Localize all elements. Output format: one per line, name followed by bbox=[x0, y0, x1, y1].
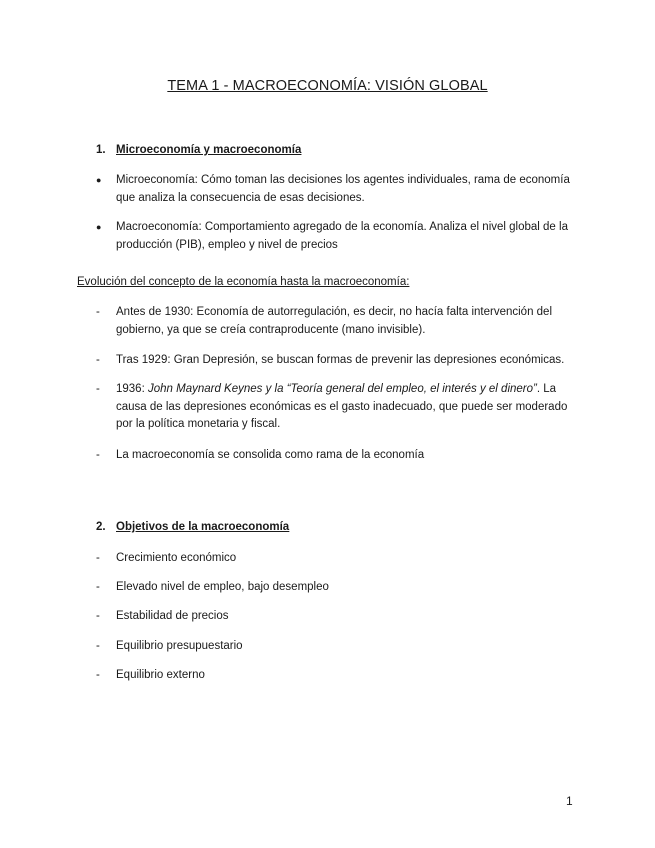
keynes-prefix: 1936: bbox=[116, 383, 148, 395]
evolution-heading: Evolución del concepto de la economía hasta la macroeconomía: bbox=[77, 276, 410, 288]
list-item bbox=[96, 550, 586, 568]
bullet-icon: ● bbox=[96, 175, 102, 185]
list-item bbox=[96, 172, 586, 207]
page-title: TEMA 1 - MACROECONOMÍA: VISIÓN GLOBAL bbox=[167, 78, 488, 94]
keynes-italic: John Maynard Keynes y la “Teoría general del empleo, el interés y el dinero” bbox=[147, 383, 537, 395]
bullet-text: Microeconomía: Cómo toman las decisiones los agentes individuales, rama de economía que analiza la consecuencia de esas decisiones. bbox=[116, 174, 570, 204]
bullet-icon: ● bbox=[96, 222, 102, 232]
dash-marker: - bbox=[96, 669, 100, 681]
dash-marker: - bbox=[96, 383, 100, 395]
item-text bbox=[116, 381, 586, 434]
item-text: Elevado nivel de empleo, bajo desempleo bbox=[116, 581, 329, 593]
dash-marker: - bbox=[96, 552, 100, 564]
list-item bbox=[96, 579, 586, 597]
item-text: Estabilidad de precios bbox=[116, 610, 229, 622]
list-item bbox=[96, 447, 586, 465]
list-item bbox=[96, 638, 586, 656]
section-2-number: 2. bbox=[96, 521, 106, 533]
section-1-title: Microeconomía y macroeconomía bbox=[116, 144, 302, 156]
section-1-heading bbox=[96, 144, 301, 156]
item-text: Crecimiento económico bbox=[116, 552, 237, 564]
list-item bbox=[96, 352, 586, 370]
dash-marker: - bbox=[96, 640, 100, 652]
dash-marker: - bbox=[96, 354, 100, 366]
item-text: Antes de 1930: Economía de autorregulación, es decir, no hacía falta intervención del gobierno, ya que se creía contraproducente (mano invisible). bbox=[116, 306, 553, 336]
list-item bbox=[96, 608, 586, 626]
bullet-text: Macroeconomía: Comportamiento agregado de la economía. Analiza el nivel global de la producción (PIB), empleo y nivel de precios bbox=[116, 221, 568, 251]
dash-marker: - bbox=[96, 306, 100, 318]
section-2-title: Objetivos de la macroeconomía bbox=[116, 521, 290, 533]
page-number: 1 bbox=[566, 794, 573, 808]
section-1-number: 1. bbox=[96, 144, 106, 156]
item-text: Equilibrio externo bbox=[116, 669, 205, 681]
list-item-keynes bbox=[96, 381, 586, 434]
list-item bbox=[96, 304, 586, 339]
dash-marker: - bbox=[96, 610, 100, 622]
item-text: Equilibrio presupuestario bbox=[116, 640, 243, 652]
dash-marker: - bbox=[96, 581, 100, 593]
item-text: Tras 1929: Gran Depresión, se buscan formas de prevenir las depresiones económicas. bbox=[116, 354, 565, 366]
keynes-suffix: . La causa de las depresiones económicas es el gasto inadecuado, que puede ser moderado por la política monetaria y fiscal. bbox=[116, 383, 568, 430]
item-text: La macroeconomía se consolida como rama de la economía bbox=[116, 449, 425, 461]
list-item bbox=[96, 667, 586, 685]
dash-marker: - bbox=[96, 449, 100, 461]
list-item bbox=[96, 219, 586, 254]
section-2-heading bbox=[96, 521, 289, 533]
